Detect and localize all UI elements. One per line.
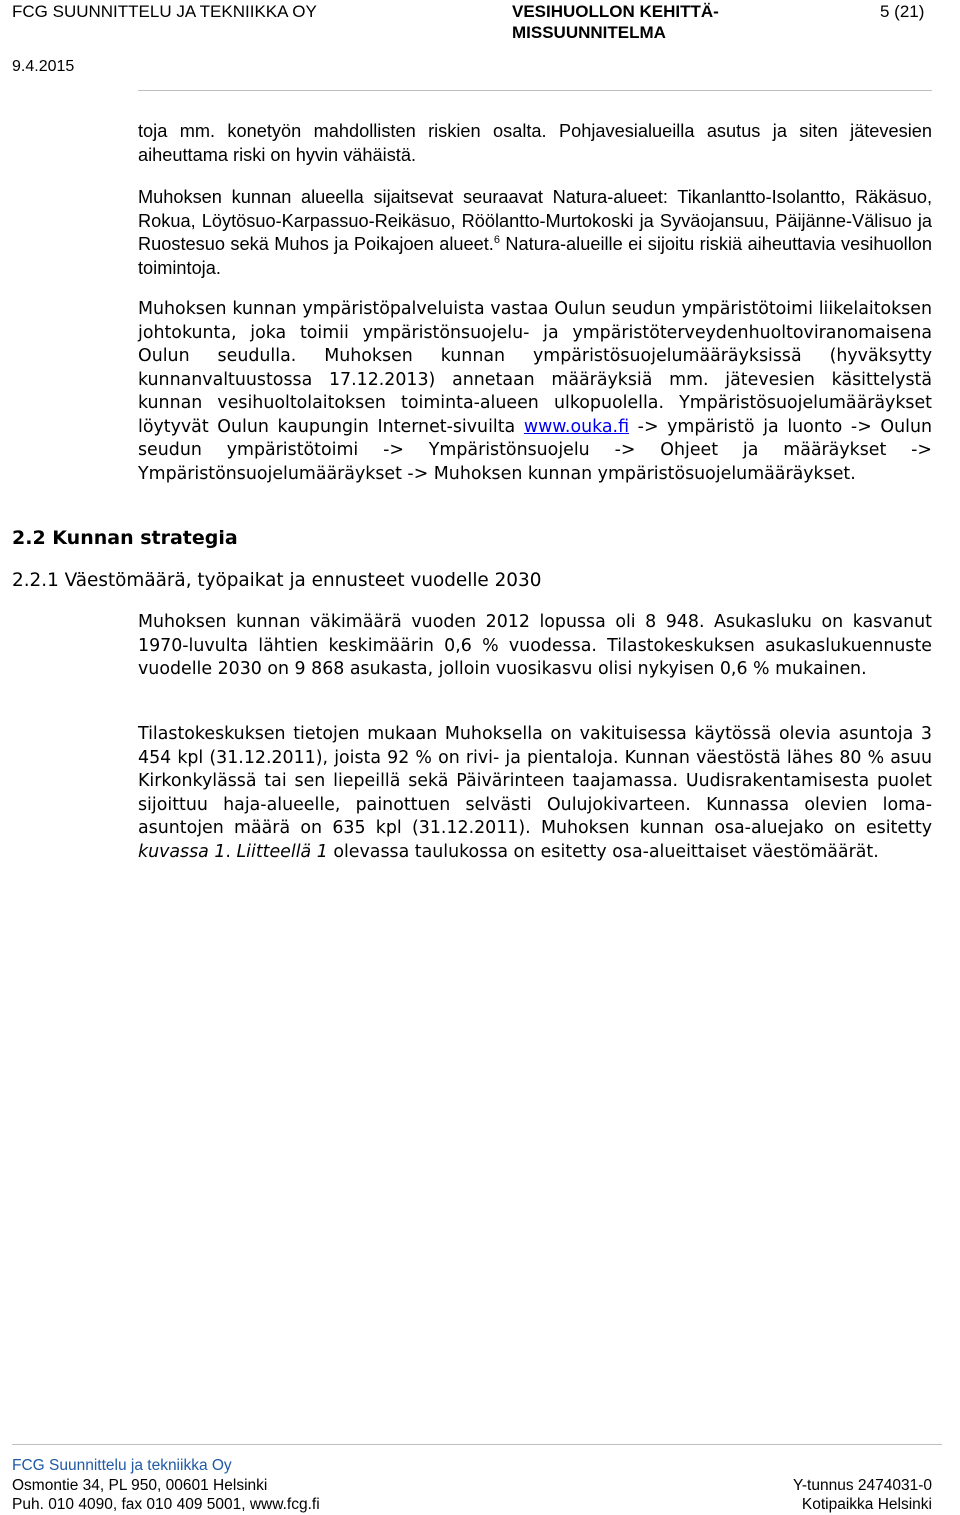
paragraph-text-part: olevassa taulukossa on esitetty osa-alueittaiset väestömäärät. bbox=[327, 841, 879, 862]
ouka-link[interactable]: www.ouka.fi bbox=[523, 416, 630, 437]
document-title: VESIHUOLLON KEHITTÄ-MISSUUNNITELMA bbox=[512, 2, 719, 42]
header-company: FCG SUUNNITTELU JA TEKNIIKKA OY bbox=[12, 2, 317, 21]
paragraph-text-part: . bbox=[225, 841, 237, 862]
paragraph-text-part: -> ympäristö ja luonto -> Oulun seudun ympäristötoimi -> Ympäristönsuojelu -> Ohjeet ja määräykset -> Ympäristönsuojelumääräykset -> Muhoksen kunnan ympäristösuojelumääräykset. bbox=[138, 416, 932, 484]
paragraph-text bbox=[138, 723, 932, 864]
paragraph-natura bbox=[138, 186, 932, 280]
paragraph-text: toja mm. konetyön mahdollisten riskien osalta. Pohjavesialueilla asutus ja siten jätevesien aiheuttama riski on hyvin vähäistä. bbox=[138, 121, 932, 165]
page-number: 5 (21) bbox=[880, 2, 925, 21]
paragraph-environment-services bbox=[138, 298, 932, 486]
footer-address: Osmontie 34, PL 950, 00601 Helsinki bbox=[12, 1477, 268, 1494]
appendix-reference: Liitteellä 1 bbox=[236, 841, 328, 862]
paragraph-text-part: Muhoksen kunnan ympäristöpalveluista vastaa Oulun seudun ympäristötoimi liikelaitoksen johtokunta, joka toimii ympäristönsuojelu- ja ympäristöterveydenhuoltoviranomaisena Oulun seudulla. Muhoksen kunnan ympäristösuojelumääräyksissä (hyväksytty kunnanvaltuustossa 17.12.2013) annetaan määräyksiä mm. jätevesien käsittelystä kunnan vesihuoltolaitoksen toiminta-alueen ulkopuolella. Ympäristösuojelumääräykset löytyvät Oulun kaupungin Internet-sivuilta bbox=[138, 299, 932, 437]
footer-contact: Puh. 010 4090, fax 010 409 5001, www.fcg.fi bbox=[12, 1496, 320, 1513]
footnote-ref[interactable]: 6 bbox=[493, 233, 500, 246]
section-heading: 2.2 Kunnan strategia bbox=[12, 527, 238, 549]
footer-business-id: Y-tunnus 2474031-0 bbox=[792, 1477, 932, 1494]
paragraph-housing bbox=[138, 723, 932, 864]
footer-domicile: Kotipaikka Helsinki bbox=[801, 1496, 932, 1513]
paragraph-text bbox=[138, 298, 932, 486]
paragraph-text: Muhoksen kunnan väkimäärä vuoden 2012 lopussa oli 8 948. Asukasluku on kasvanut 1970-luvulta lähtien keskimäärin 0,6 % vuodessa. Tilastokeskuksen asukaslukuennuste vuodelle 2030 on 9 868 asukasta, jolloin vuosikasvu olisi nykyisen 0,6 % mukainen. bbox=[138, 612, 932, 679]
paragraph-text-part: Natura-alueille ei sijoitu riskiä aiheuttavia vesihuollon toimintoja. bbox=[138, 234, 932, 278]
paragraph-text-part: Muhoksen kunnan alueella sijaitsevat seuraavat Natura-alueet: Tikanlantto-Isolantto, Räkäsuo, Rokua, Löytösuo-Karpassuo-Reikäsuo, Röölantto-Murtokoski ja Syväojansuu, Päijänne-Välisuo ja Ruostesuo sekä Muhos ja Poikajoen alueet. bbox=[138, 187, 932, 254]
header-divider bbox=[138, 90, 932, 91]
figure-reference: kuvassa 1 bbox=[138, 841, 226, 862]
paragraph-groundwater bbox=[138, 120, 932, 167]
paragraph-text-part: Tilastokeskuksen tietojen mukaan Muhoksella on vakituisessa käytössä olevia asuntoja 3 454 kpl (31.12.2011), joista 92 % on rivi- ja pientaloja. Kunnan väestöstä lähes 80 % asuu Kirkonkylässä tai sen liepeillä sekä Päivärinteen taajamassa. Uudisrakentamisesta puolet sijoittuu haja-alueelle, painottuen selvästi Oulujokivarteen. Kunnassa olevien loma-asuntojen määrä on 635 kpl (31.12.2011). Muhoksen kunnan osa-aluejako on esitetty bbox=[138, 724, 932, 838]
paragraph-population bbox=[138, 611, 932, 682]
subsection-heading: 2.2.1 Väestömäärä, työpaikat ja ennusteet vuodelle 2030 bbox=[12, 570, 542, 591]
footer-divider bbox=[12, 1444, 942, 1445]
paragraph-text bbox=[138, 186, 932, 280]
footer-company: FCG Suunnittelu ja tekniikka Oy bbox=[12, 1457, 232, 1474]
document-date: 9.4.2015 bbox=[12, 58, 75, 75]
